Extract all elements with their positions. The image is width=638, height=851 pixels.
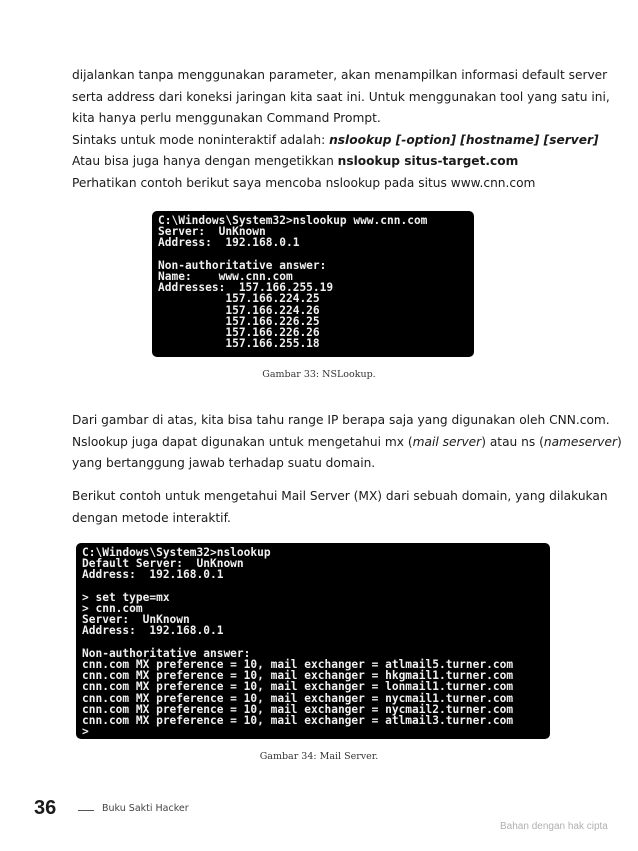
command-line: [72, 151, 572, 173]
terminal-output: C:\Windows\System32>nslookup www.cnn.com Server: UnKnown Address: 192.168.0.1 Non-authoritative answer: Name: www.cnn.com Addresses: 157.166.255.19 157.166.224.25 157.166.224.26 157.166.226.25 157.166.226.26 157.166.255.18: [158, 214, 428, 351]
command-label: Atau bisa juga hanya dengan mengetikkan: [72, 154, 338, 168]
syntax-label: Sintaks untuk mode noninteraktif adalah:: [72, 132, 330, 147]
text-line: Dari gambar di atas, kita bisa tahu range IP berapa saja yang digunakan oleh CNN.com.: [72, 413, 610, 427]
text-line: [72, 432, 622, 454]
text-line: dengan metode interaktif.: [72, 510, 231, 525]
text-line: Perhatikan contoh berikut saya mencoba nslookup pada situs www.cnn.com: [72, 175, 536, 190]
text-line: Berikut contoh untuk mengetahui Mail Server (MX) dari sebuah domain, yang dilakukan: [72, 489, 608, 503]
terminal-output: C:\Windows\System32>nslookup Default Server: UnKnown Address: 192.168.0.1 > set type=mx > cnn.com Server: UnKnown Address: 192.168.0.1 Non-authoritative answer: cnn.com MX preference = 10, mail exchanger = atlmail5.turner.com cnn.com MX preference = 10, mail exchanger = hkgmail1.turner.com cnn.com MX preference = 10, mail exchanger = lonmail1.turner.com cnn.com MX preference = 10, mail exchanger = nycmail1.turner.com cnn.com MX preference = 10, mail exchanger = nycmail2.turner.com cnn.com MX preference = 10, mail exchanger = atlmail3.turner.com >: [82, 546, 514, 739]
intro-paragraph: [72, 65, 610, 194]
mx-terminal-screenshot: [76, 543, 550, 739]
text-line: yang bertanggung jawab terhadap suatu domain.: [72, 456, 376, 470]
figure-caption-34: Gambar 34: Mail Server.: [259, 751, 379, 762]
text-line: dijalankan tanpa menggunakan parameter, akan menampilkan informasi default server: [72, 68, 608, 82]
text-line: kita hanya perlu menggunakan Command Prompt.: [72, 111, 381, 125]
text-span: Nslookup juga dapat digunakan untuk mengetahui mx (: [72, 434, 413, 449]
page-number: 36: [34, 797, 57, 819]
book-title: Buku Sakti Hacker: [102, 803, 189, 814]
command-example: nslookup situs-target.com: [337, 154, 519, 168]
term-mail-server: mail server: [412, 434, 482, 449]
text-span: ): [617, 434, 622, 449]
text-span: ) atau ns (: [481, 434, 544, 449]
mx-intro-paragraph: [72, 486, 608, 529]
explanation-paragraph: [72, 410, 622, 475]
term-nameserver: nameserver: [543, 434, 617, 449]
text-line: serta address dari koneksi jaringan kita saat ini. Untuk menggunakan tool yang satu ini,: [72, 89, 610, 104]
figure-caption-33: Gambar 33: NSLookup.: [262, 369, 376, 380]
footer-divider: [78, 810, 94, 811]
copyright-watermark: Bahan dengan hak cipta: [500, 821, 608, 832]
nslookup-terminal-screenshot: [152, 211, 474, 357]
syntax-line: [72, 130, 599, 152]
syntax-command: nslookup [-option] [hostname] [server]: [329, 132, 599, 147]
